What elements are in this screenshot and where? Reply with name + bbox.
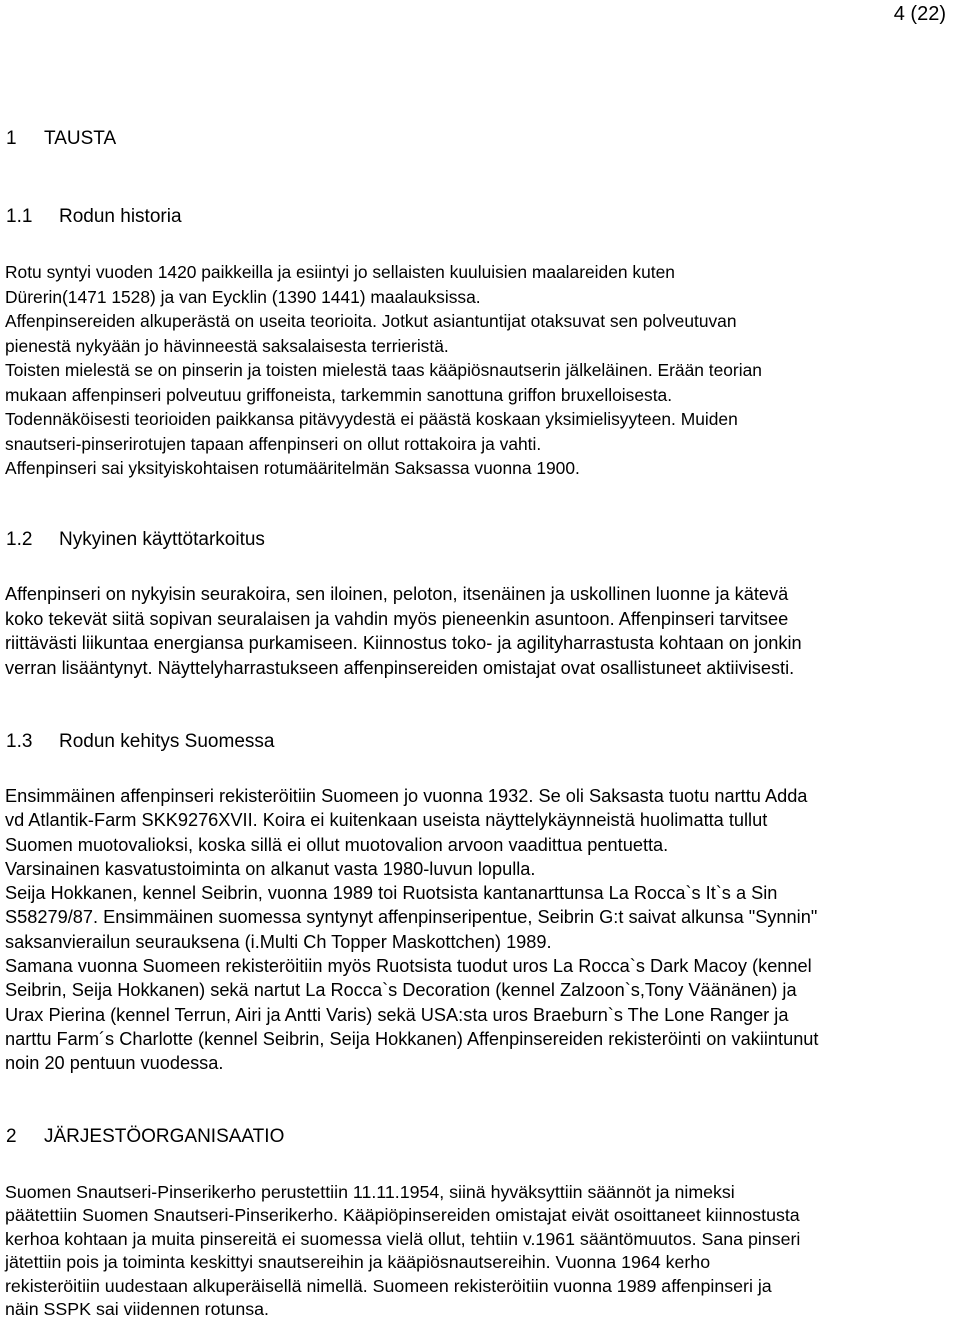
text-line: Varsinainen kasvatustoiminta on alkanut vasta 1980-luvun lopulla. <box>5 858 536 879</box>
text-line: jätettiin pois ja toiminta keskittyi snautsereihin ja kääpiösnautsereihin. Vuonna 1964 kerho <box>5 1252 711 1273</box>
text-line: mukaan affenpinseri polveutuu griffoneista, tarkemmin sanottuna griffon bruxelloisesta. <box>5 384 673 405</box>
heading-number: 1.2 <box>6 529 33 550</box>
text-line: koko tekevät siitä sopivan seuralaisen ja vahdin myös pieneenkin asuntoon. Affenpinseri tarvitsee <box>5 608 789 629</box>
heading-number: 2 <box>6 1126 17 1147</box>
page-number: 4 (22) <box>893 3 946 25</box>
text-line: näin SSPK sai viidennen rotunsa. <box>5 1299 269 1320</box>
text-line: pienestä nykyään jo hävinneestä saksalaisesta terrieristä. <box>5 335 449 356</box>
text-line: Todennäköisesti teorioiden paikkansa pitävyydestä ei päästä koskaan yksimielisyyteen. Muiden <box>5 409 738 429</box>
text-line: Suomen Snautseri-Pinserikerho perustettiin 11.11.1954, siinä hyväksyttiin säännöt ja nimeksi <box>5 1182 735 1202</box>
text-line: Samana vuonna Suomeen rekisteröitiin myös Ruotsista tuodut uros La Rocca`s Dark Macoy (kennel <box>5 956 812 977</box>
text-line: narttu Farm´s Charlotte (kennel Seibrin, Seija Hokkanen) Affenpinsereiden rekisteröinti on vakiintunut <box>5 1028 819 1049</box>
heading-number: 1.3 <box>6 731 33 752</box>
text-line: saksanvierailun seurauksena (i.Multi Ch Topper Maskottchen) 1989. <box>5 931 552 952</box>
paragraph-rodun-historia <box>5 260 960 481</box>
section-heading-rodun-historia <box>6 205 182 229</box>
text-line: vd Atlantik-Farm SKK9276XVII. Koira ei kuitenkaan useista näyttelykäynneistä huolimatta tullut <box>5 810 768 831</box>
text-line: riittävästi liikuntaa energiansa purkamiseen. Kiinnostus toko- ja agilityharrastusta kohtaan on jonkin <box>5 633 802 653</box>
heading-number: 1 <box>6 128 17 149</box>
text-line: S58279/87. Ensimmäinen suomessa syntynyt affenpinseripentue, Seibrin G:t saivat alkunsa "Synnin" <box>5 907 818 928</box>
heading-title: Rodun kehitys Suomessa <box>59 731 275 752</box>
text-line: Rotu syntyi vuoden 1420 paikkeilla ja esiintyi jo sellaisten kuuluisien maalareiden kuten <box>5 262 675 282</box>
text-line: Suomen muotovalioksi, koska sillä ei ollut muotovalion arvoon vaadittua pentuetta. <box>5 834 669 855</box>
section-heading-jarjestoorganisaatio <box>6 1125 284 1149</box>
text-line: noin 20 pentuun vuodessa. <box>5 1053 224 1074</box>
text-line: kerhoa kohtaan ja muita pinsereitä ei suomessa vielä ollut, tehtiin v.1961 sääntömuutos. Sana pinseri <box>5 1228 801 1249</box>
paragraph-nykyinen-kayttotarkoitus <box>5 582 960 680</box>
heading-title: Nykyinen käyttötarkoitus <box>59 529 265 550</box>
text-line: Seibrin, Seija Hokkanen) sekä nartut La Rocca`s Decoration (kennel Zalzoon`s,Tony Väänänen) ja <box>5 980 797 1001</box>
text-line: rekisteröitiin uudestaan alkuperäisellä nimellä. Suomeen rekisteröitiin vuonna 1989 affenpinseri ja <box>5 1275 772 1296</box>
heading-title: JÄRJESTÖORGANISAATIO <box>44 1126 285 1147</box>
heading-title: Rodun historia <box>59 206 182 227</box>
text-line: Urax Pierina (kennel Terrun, Airi ja Antti Varis) sekä USA:sta uros Braeburn`s The Lone Ranger ja <box>5 1004 789 1025</box>
section-heading-rodun-kehitys-suomessa <box>6 730 274 754</box>
text-line: Affenpinsereiden alkuperästä on useita teorioita. Jotkut asiantuntijat otaksuvat sen polveutuvan <box>5 311 737 331</box>
paragraph-rodun-kehitys-suomessa <box>5 784 960 1076</box>
text-line: verran lisääntynyt. Näyttelyharrastukseen affenpinsereiden omistajat ovat osallistuneet aktiivisesti. <box>5 657 795 678</box>
text-line: Affenpinseri on nykyisin seurakoira, sen iloinen, peloton, itsenäinen ja uskollinen luonne ja kätevä <box>5 584 789 604</box>
text-line: Affenpinseri sai yksityiskohtaisen rotumääritelmän Saksassa vuonna 1900. <box>5 458 580 478</box>
text-line: snautseri-pinserirotujen tapaan affenpinseri on ollut rottakoira ja vahti. <box>5 433 542 454</box>
text-line: Ensimmäinen affenpinseri rekisteröitiin Suomeen jo vuonna 1932. Se oli Saksasta tuotu narttu Adda <box>5 786 808 806</box>
heading-title: TAUSTA <box>44 128 117 149</box>
text-line: Seija Hokkanen, kennel Seibrin, vuonna 1989 toi Ruotsista kantanarttunsa La Rocca`s It`s a Sin <box>5 883 778 904</box>
text-line: päätettiin Suomen Snautseri-Pinserikerho. Kääpiöpinsereiden omistajat eivät osoittaneet kiinnostusta <box>5 1205 800 1226</box>
section-heading-tausta <box>6 127 116 151</box>
heading-number: 1.1 <box>6 206 33 227</box>
text-line: Dürerin(1471 1528) ja van Eycklin (1390 1441) maalauksissa. <box>5 286 481 307</box>
section-heading-nykyinen-kayttotarkoitus <box>6 528 265 552</box>
paragraph-jarjestoorganisaatio <box>5 1181 960 1321</box>
text-line: Toisten mielestä se on pinserin ja toisten mielestä taas kääpiösnautserin jälkeläinen. Erään teorian <box>5 360 762 380</box>
